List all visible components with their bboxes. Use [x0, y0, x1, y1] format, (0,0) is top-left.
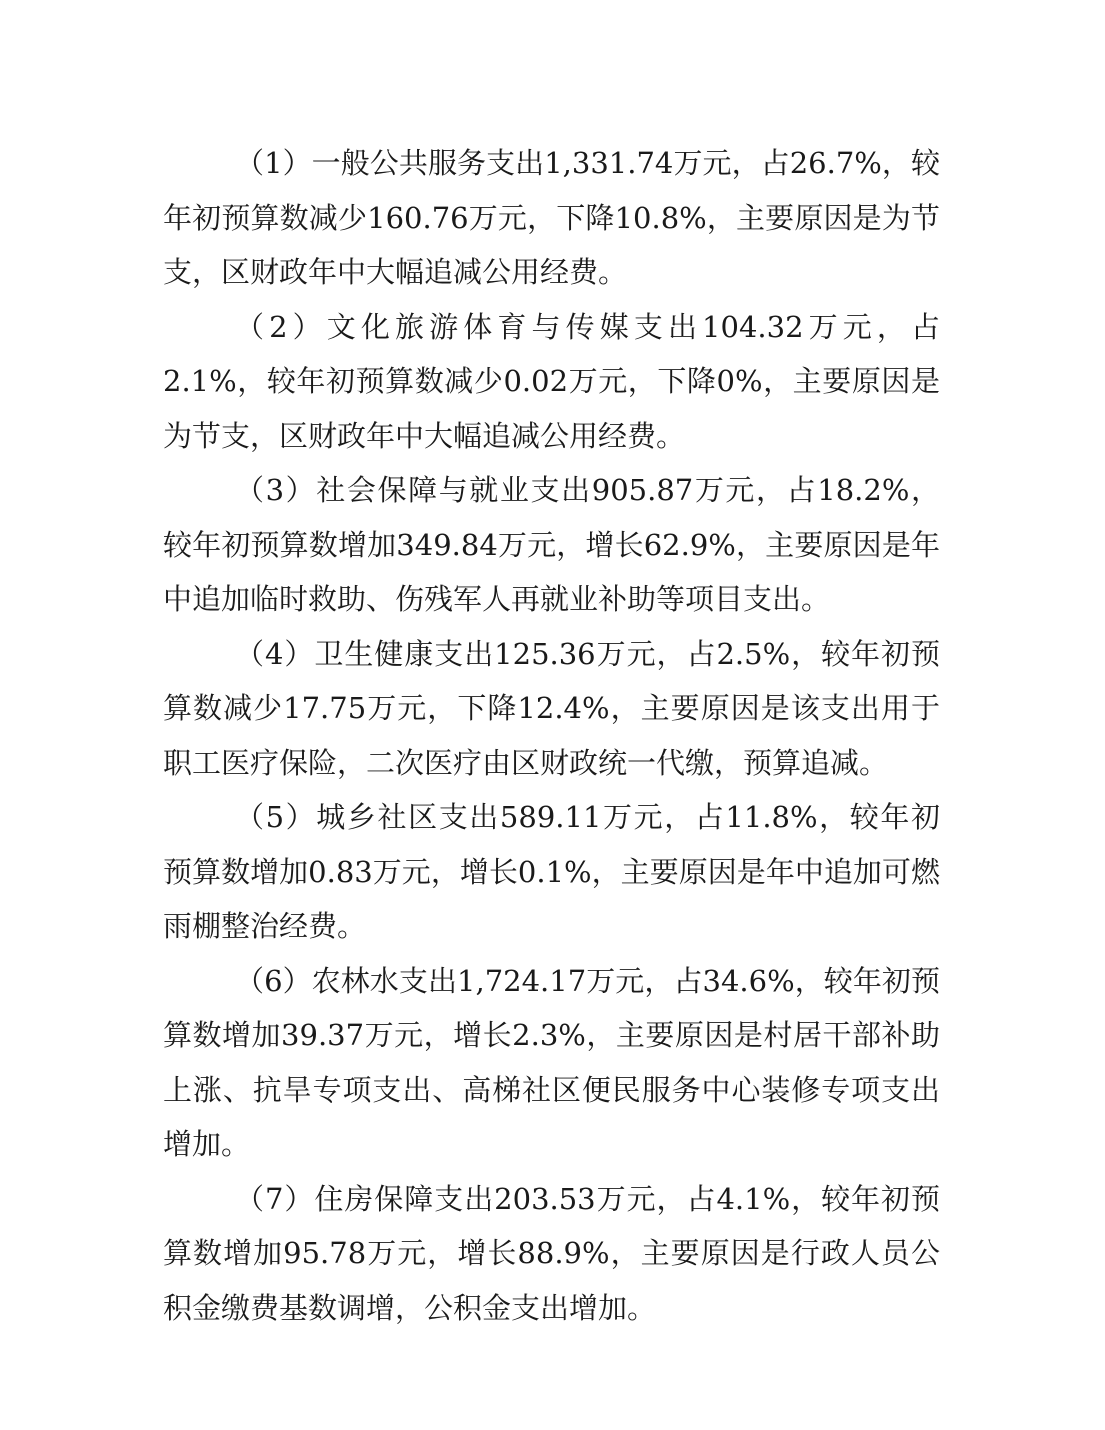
document-body: [163, 136, 940, 1335]
paragraph-social-security-employment: （3）社会保障与就业支出905.87万元，占18.2%，较年初预算数增加349.84万元，增长62.9%，主要原因是年中追加临时救助、伤残军人再就业补助等项目支出。: [163, 473, 940, 616]
paragraph-general-public-services: （1）一般公共服务支出1,331.74万元，占26.7%，较年初预算数减少160.76万元，下降10.8%，主要原因是为节支，区财政年中大幅追减公用经费。: [163, 146, 940, 289]
paragraph-housing-security: （7）住房保障支出203.53万元，占4.1%，较年初预算数增加95.78万元，增长88.9%，主要原因是行政人员公积金缴费基数调增，公积金支出增加。: [163, 1181, 940, 1325]
paragraph-health: （4）卫生健康支出125.36万元，占2.5%，较年初预算数减少17.75万元，下降12.4%，主要原因是该支出用于职工医疗保险，二次医疗由区财政统一代缴，预算追减。: [163, 636, 940, 780]
paragraph-agriculture-forestry-water: （6）农林水支出1,724.17万元，占34.6%，较年初预算数增加39.37万元，增长2.3%，主要原因是村居干部补助上涨、抗旱专项支出、高梯社区便民服务中心装修专项支出增加。: [163, 963, 940, 1161]
paragraph-culture-tourism-sports-media: （2）文化旅游体育与传媒支出104.32万元，占2.1%，较年初预算数减少0.02万元，下降0%，主要原因是为节支，区财政年中大幅追减公用经费。: [163, 309, 940, 453]
paragraph-urban-rural-community: （5）城乡社区支出589.11万元，占11.8%，较年初预算数增加0.83万元，增长0.1%，主要原因是年中追加可燃雨棚整治经费。: [163, 800, 940, 943]
